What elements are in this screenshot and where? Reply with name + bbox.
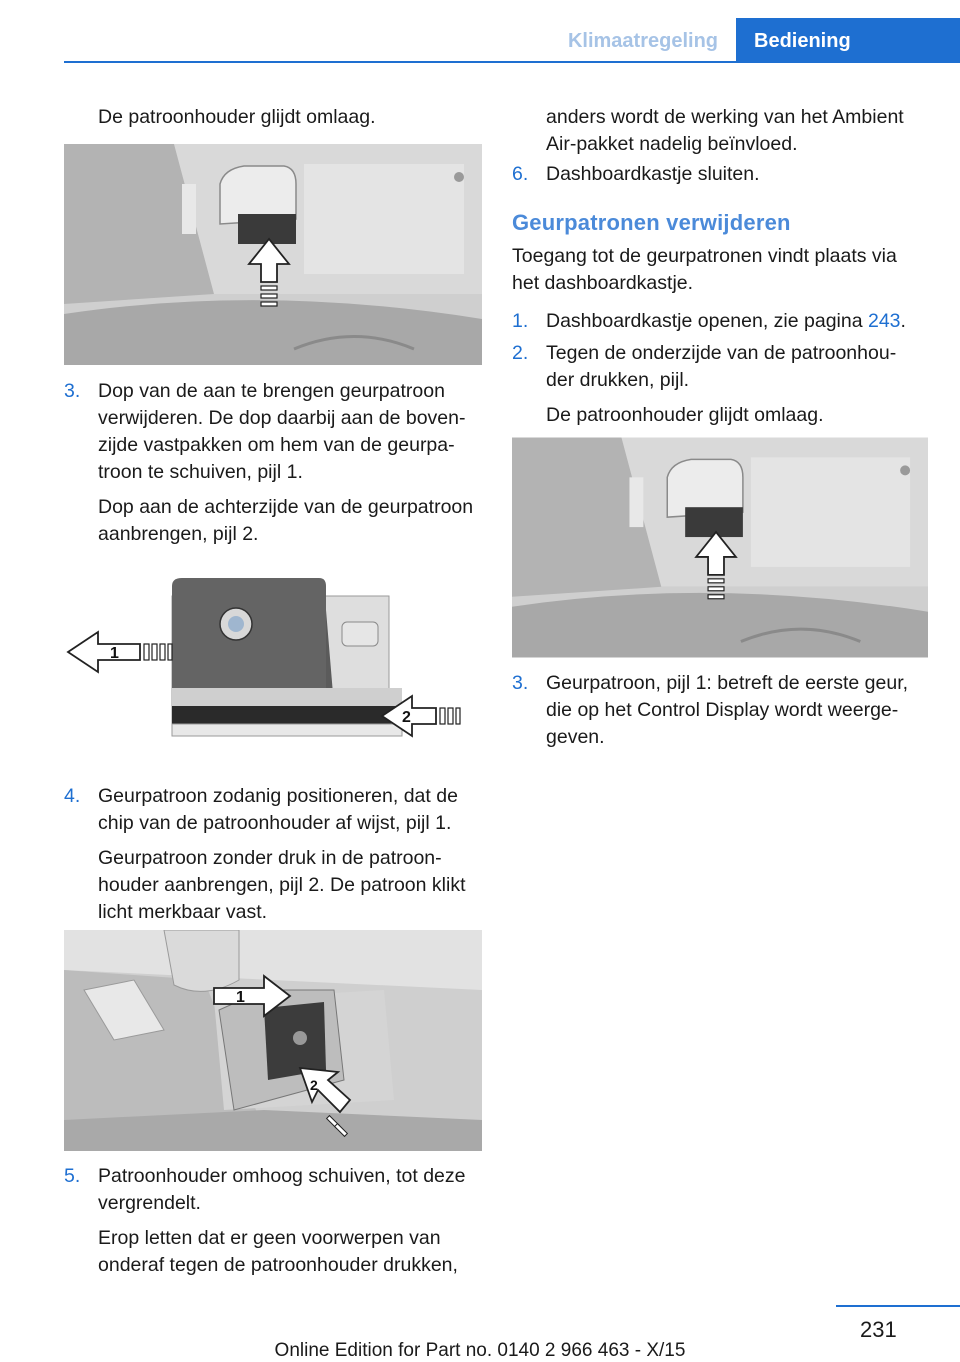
figure-holder-down-2 (512, 437, 928, 658)
step-text: Geurpatroon zodanig positioneren, dat de chip van de patroonhouder af wijst, pijl 1. Geurpatroon zonder druk in de patroon- houder aanbrengen, pijl 2. De patroon klikt licht merkbaar vast. (98, 785, 466, 923)
figure-holder-down (64, 144, 482, 365)
step-number: 5. (64, 1165, 81, 1187)
section-intro: Toegang tot de geurpatronen vindt plaats via het dashboardkastje. (512, 245, 897, 294)
step-text: Tegen de onderzijde van de patroonhou- der drukken, pijl. De patroonhouder glijdt omlaag. (546, 342, 897, 426)
step-text: Geurpatroon, pijl 1: betreft de eerste geur, die op het Control Display wordt weerge- geven. (546, 672, 909, 748)
step-text: Dashboardkastje openen, zie pagina 243. (546, 310, 906, 332)
header-rule (64, 61, 960, 63)
step-number: 2. (512, 342, 529, 364)
header-chapter-tab[interactable]: Bediening (736, 18, 960, 62)
step-number: 3. (64, 380, 81, 402)
edition-note: Online Edition for Part no. 0140 2 966 463 - X/15 (274, 1340, 686, 1361)
figure-insert-cartridge (64, 930, 482, 1151)
step-text: Dashboardkastje sluiten. (546, 163, 760, 185)
arrow-label-1: 1 (110, 645, 119, 662)
section-heading: Geurpatronen verwijderen (512, 210, 791, 235)
intro-text: De patroonhouder glijdt omlaag. (98, 106, 376, 128)
step-number: 1. (512, 310, 529, 332)
figure-cartridge-cap (64, 576, 482, 746)
page-number: 231 (860, 1317, 897, 1342)
step-text: Patroonhouder omhoog schuiven, tot deze vergrendelt. Erop letten dat er geen voorwerpen van onderaf tegen de patroonhouder drukken, (98, 1165, 466, 1276)
step-number: 4. (64, 785, 81, 807)
footer-rule (836, 1305, 960, 1307)
step-text: Dop van de aan te brengen geurpatroon verwijderen. De dop daarbij aan de boven- zijde vastpakken om hem van de geurpa- troon te schuiven, pijl 1. Dop aan de achterzijde van de geurpatroon aanbrengen, pijl 2. (98, 380, 474, 545)
header-section-tab[interactable]: Klimaatregeling (567, 30, 719, 52)
arrow-label-2: 2 (310, 1077, 318, 1093)
arrow-label-2: 2 (402, 709, 411, 726)
continued-text: anders wordt de werking van het Ambient Air-pakket nadelig beïnvloed. (546, 106, 904, 155)
page-header (0, 0, 960, 62)
arrow-label-1: 1 (236, 989, 245, 1006)
step-number: 3. (512, 672, 529, 694)
page-link[interactable]: 243 (867, 310, 901, 332)
step-number: 6. (512, 163, 529, 185)
